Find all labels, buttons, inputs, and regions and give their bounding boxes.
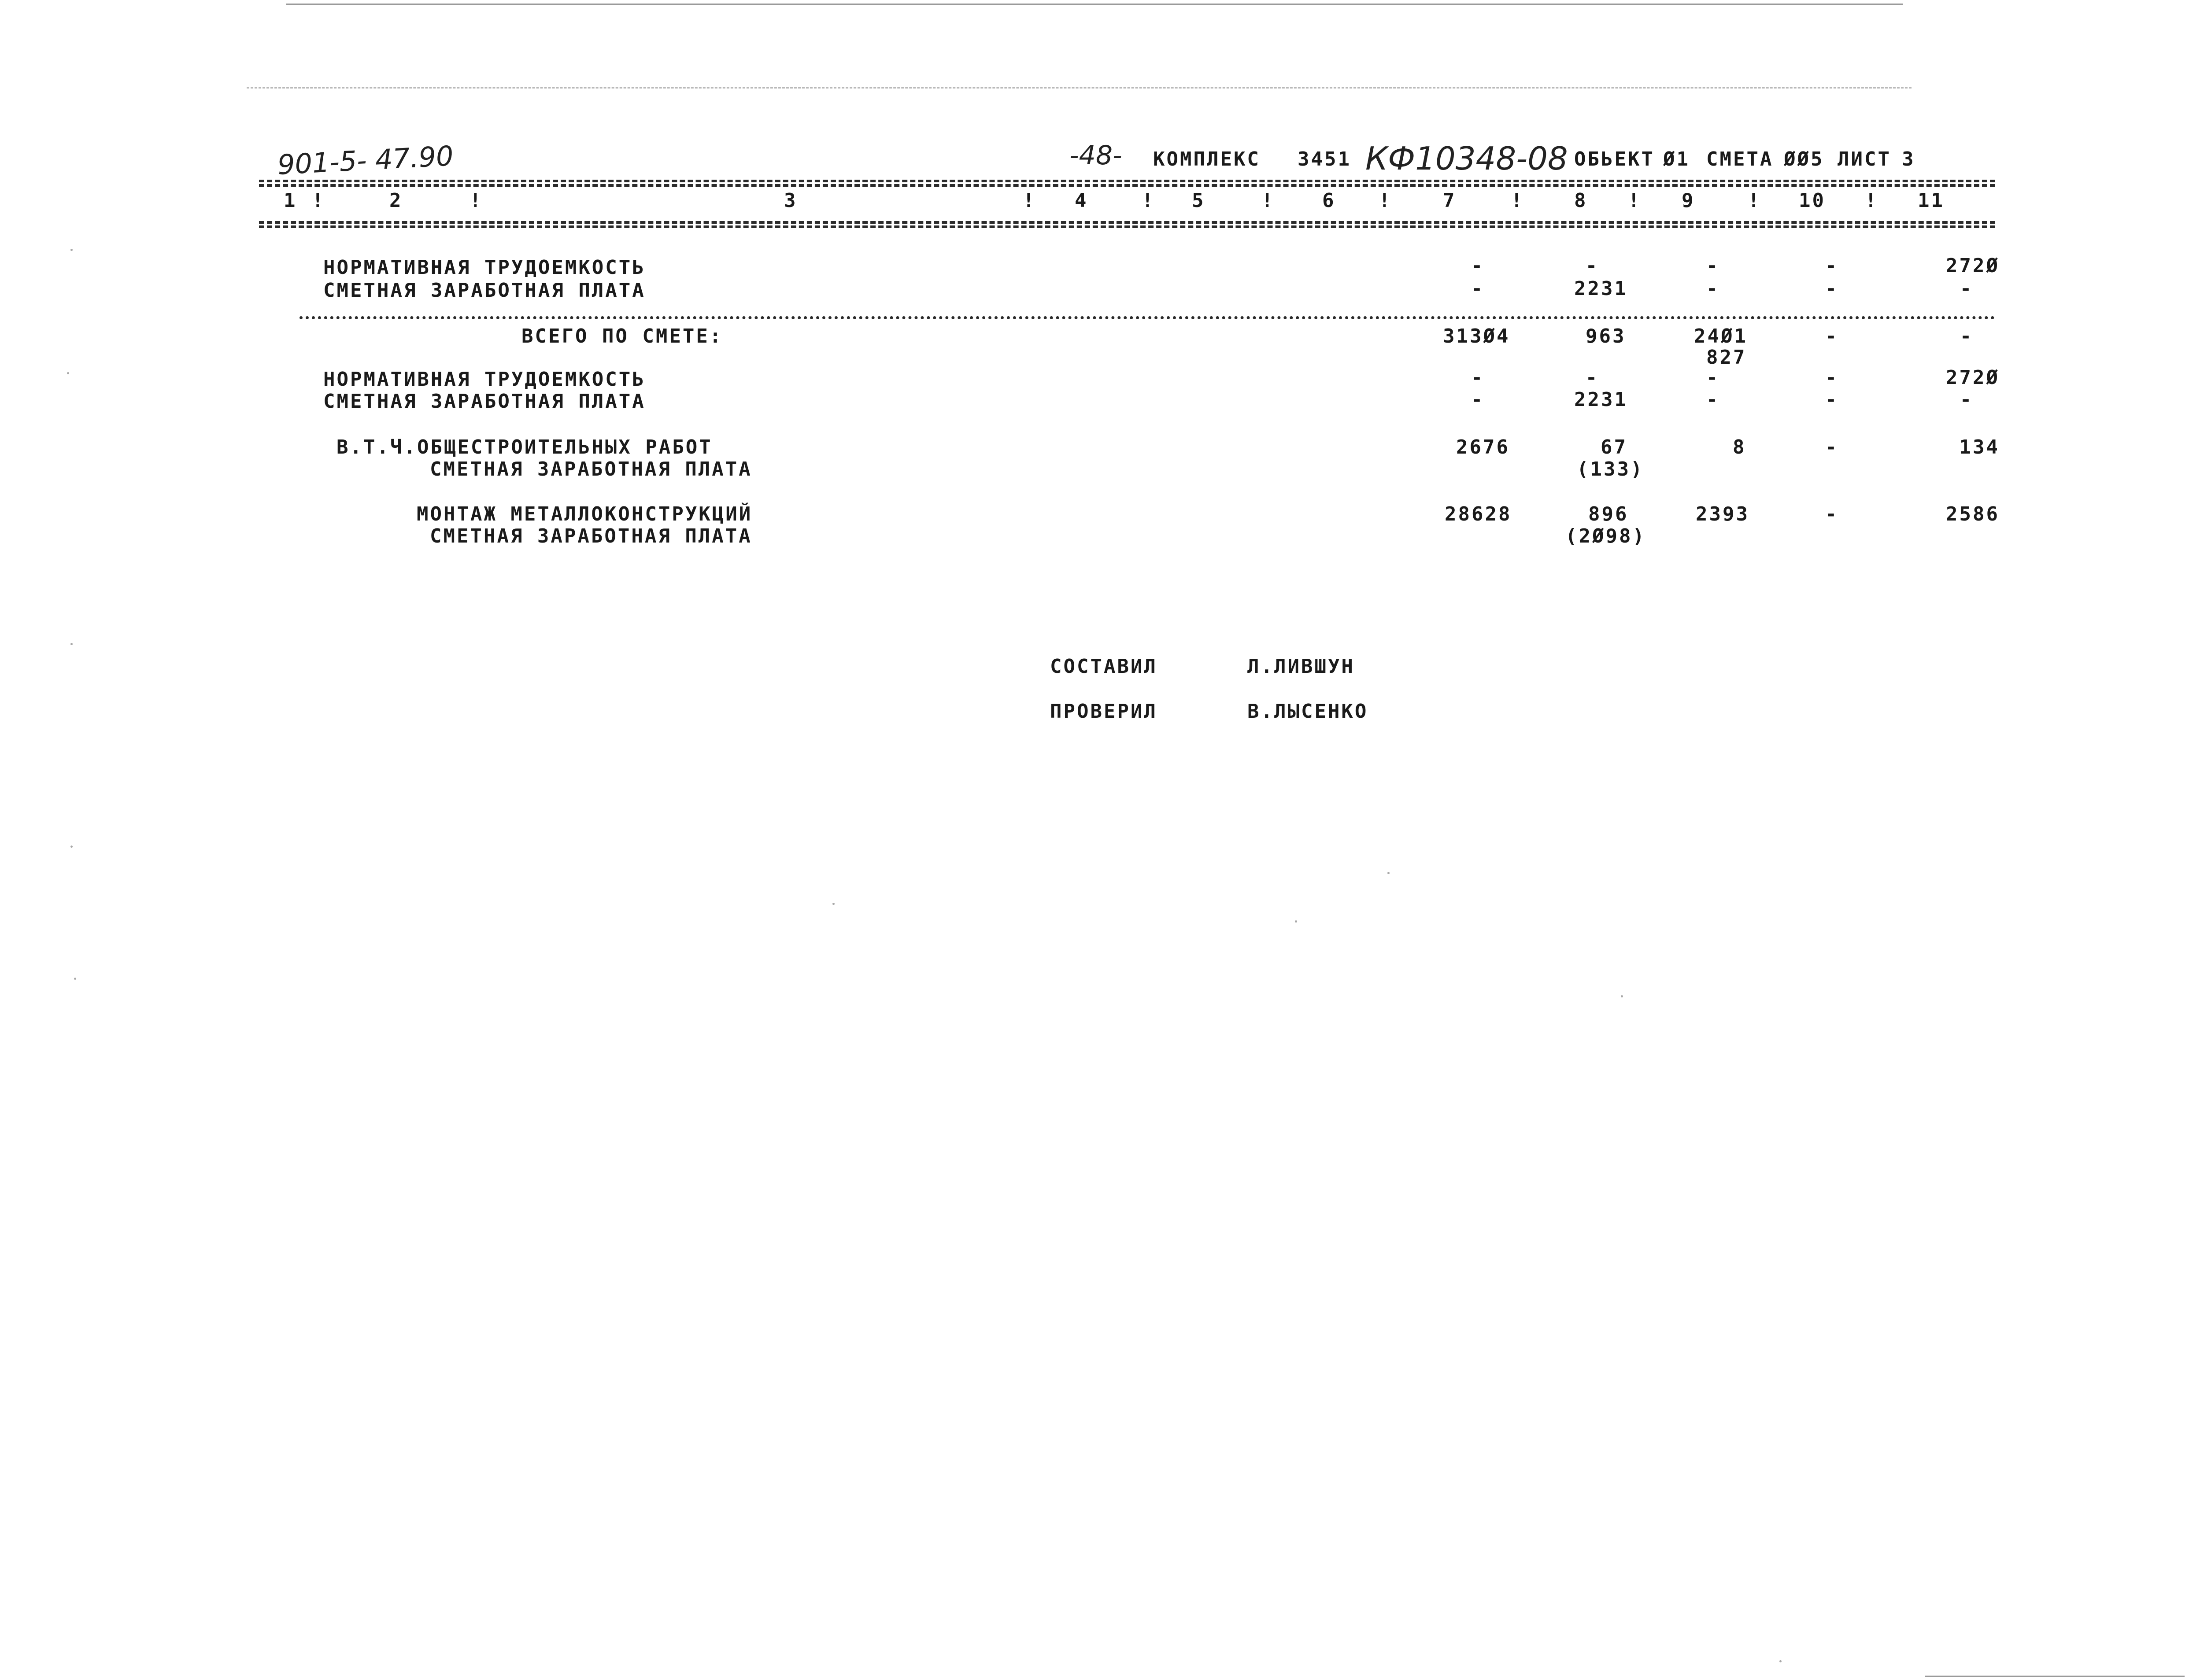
header-rule-bottom <box>259 221 1995 224</box>
document-code: 901-5- 47.90 <box>277 140 455 181</box>
row-label: В.Т.Ч.ОБЩЕСТРОИТЕЛЬНЫХ РАБОТ <box>336 436 713 458</box>
cell-col9: 8 <box>1733 436 1746 458</box>
cell-col11: - <box>1960 388 1974 411</box>
row-label: СМЕТНАЯ ЗАРАБОТНАЯ ПЛАТА <box>323 390 646 413</box>
cell-col8: 896 <box>1588 503 1629 525</box>
header-rule-top-2 <box>259 184 1995 187</box>
scan-speck <box>70 249 73 251</box>
cell-col8-paren: (2Ø98) <box>1565 525 1646 547</box>
row-label: НОРМАТИВНАЯ ТРУДОЕМКОСТЬ <box>323 368 646 391</box>
estimate-code: КФ10348-08 <box>1365 140 1568 177</box>
column-separator: ! <box>1379 189 1392 212</box>
row-sublabel: СМЕТНАЯ ЗАРАБОТНАЯ ПЛАТА <box>430 458 752 480</box>
column-separator: ! <box>1748 189 1761 212</box>
cell-col11: - <box>1960 325 1974 347</box>
cell-col10: - <box>1825 366 1839 389</box>
scan-speck <box>1621 995 1623 997</box>
column-number: 9 <box>1682 189 1695 212</box>
column-number: 1 <box>284 189 297 212</box>
column-number: 7 <box>1443 189 1457 212</box>
cell-col9: - <box>1706 366 1720 389</box>
cell-col10: - <box>1825 436 1839 458</box>
cell-col8: 2231 <box>1574 388 1628 411</box>
column-number: 6 <box>1322 189 1336 212</box>
column-separator: ! <box>1511 189 1524 212</box>
cell-col11: - <box>1960 277 1974 300</box>
cell-col8-paren: (133) <box>1577 458 1644 480</box>
cell-col11: 272Ø <box>1946 255 2000 277</box>
cell-col9: - <box>1706 255 1720 277</box>
cell-col7: 28628 <box>1445 503 1512 525</box>
total-separator <box>300 316 1995 319</box>
column-separator: ! <box>1023 189 1036 212</box>
column-separator: ! <box>312 189 325 212</box>
cell-col10: - <box>1825 255 1839 277</box>
cell-col7: 2676 <box>1456 436 1510 458</box>
column-number: 2 <box>389 189 403 212</box>
compiled-name: Л.ЛИВШУН <box>1247 655 1355 678</box>
row-label: МОНТАЖ МЕТАЛЛОКОНСТРУКЦИЙ <box>417 503 753 525</box>
cell-col8: 963 <box>1586 325 1626 347</box>
scan-speck <box>67 372 69 374</box>
checked-label: ПРОВЕРИЛ <box>1050 700 1157 723</box>
cell-col7: - <box>1471 388 1485 411</box>
cell-col7: - <box>1471 255 1485 277</box>
cell-col11: 272Ø <box>1946 366 2000 389</box>
cell-col9: - <box>1706 388 1720 411</box>
cell-col11: 134 <box>1959 436 2000 458</box>
column-separator: ! <box>1261 189 1275 212</box>
cell-col7: 313Ø4 <box>1443 325 1510 347</box>
column-separator: ! <box>1142 189 1155 212</box>
cell-col7: - <box>1471 277 1485 300</box>
scan-speck <box>70 846 73 848</box>
complex-number: 3451 <box>1298 148 1351 170</box>
cell-col10: - <box>1825 277 1839 300</box>
page-number: -48- <box>1069 140 1122 171</box>
object-label: ОБЬЕКТ <box>1574 148 1655 170</box>
column-number: 4 <box>1075 189 1088 212</box>
scan-bottom-line <box>1925 1676 2185 1677</box>
column-separator: ! <box>1628 189 1642 212</box>
column-number: 3 <box>784 189 798 212</box>
cell-col9: 2393 <box>1696 503 1749 525</box>
header-rule-bottom-2 <box>259 225 1995 228</box>
scan-speck <box>74 978 76 980</box>
estimate-number: ØØ5 <box>1784 148 1824 170</box>
cell-col11: 2586 <box>1946 503 2000 525</box>
scan-speck <box>1295 920 1297 923</box>
column-number: 8 <box>1574 189 1588 212</box>
compiled-label: СОСТАВИЛ <box>1050 655 1157 678</box>
column-number: 5 <box>1192 189 1205 212</box>
cell-col8: 2231 <box>1574 277 1628 300</box>
cell-col8: - <box>1585 366 1599 389</box>
column-separator: ! <box>1865 189 1878 212</box>
cell-col9: - <box>1706 277 1720 300</box>
cell-col9: 24Ø1 <box>1694 325 1748 347</box>
scan-speck <box>832 903 835 905</box>
cell-col10: - <box>1825 503 1839 525</box>
scan-top-line <box>286 4 1903 5</box>
cell-col9-secondary: 827 <box>1706 346 1747 369</box>
cell-col10: - <box>1825 325 1839 347</box>
header-rule-top <box>259 180 1995 182</box>
complex-label: КОМПЛЕКС <box>1153 148 1261 170</box>
column-number: 11 <box>1918 189 1945 212</box>
total-label: ВСЕГО ПО СМЕТЕ: <box>521 325 723 347</box>
row-label: НОРМАТИВНАЯ ТРУДОЕМКОСТЬ <box>323 256 646 279</box>
column-number: 10 <box>1799 189 1826 212</box>
checked-name: В.ЛЫСЕНКО <box>1247 700 1368 723</box>
scan-speck <box>70 643 73 645</box>
cell-col10: - <box>1825 388 1839 411</box>
scan-speck <box>1779 1660 1782 1662</box>
cell-col8: - <box>1585 255 1599 277</box>
row-sublabel: СМЕТНАЯ ЗАРАБОТНАЯ ПЛАТА <box>430 525 752 547</box>
sheet-number: 3 <box>1902 148 1915 170</box>
scan-speck <box>1387 872 1390 874</box>
scan-perforation-line <box>247 87 1912 89</box>
row-label: СМЕТНАЯ ЗАРАБОТНАЯ ПЛАТА <box>323 279 646 302</box>
column-separator: ! <box>470 189 483 212</box>
cell-col8: 67 <box>1601 436 1627 458</box>
object-number: Ø1 <box>1663 148 1690 170</box>
cell-col7: - <box>1471 366 1485 389</box>
estimate-label: СМЕТА <box>1706 148 1774 170</box>
sheet-label: ЛИСТ <box>1838 148 1891 170</box>
